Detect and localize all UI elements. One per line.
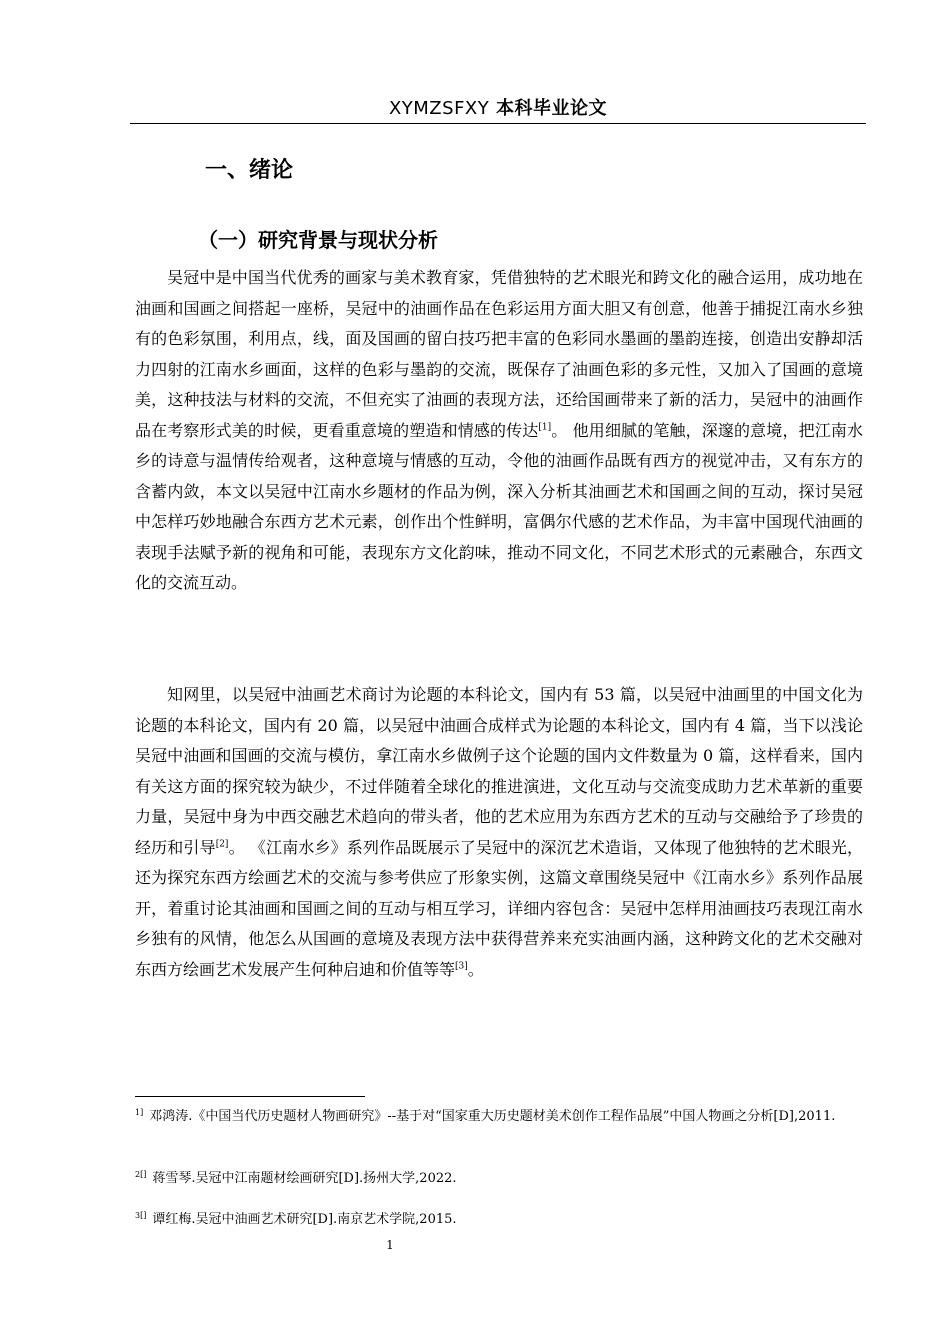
footnote-text: 邓鸿涛.《中国当代历史题材人物画研究》--基于对“国家重大历史题材美术创作工程作品展”中国人物画之分析[D],2011. [149,1109,836,1124]
footnote-mark: 1] [135,1107,144,1117]
footnote-text: 谭红梅.吴冠中油画艺术研究[D].南京艺术学院,2015. [152,1212,457,1227]
footnote-2 [135,1168,863,1189]
citation-ref-2[interactable]: [2] [215,839,229,850]
header-rule [130,123,866,124]
paragraph-text: 。 他用细腻的笔触，深邃的意境，把江南水乡的诗意与温情传给观者，这种意境与情感的互动，令他的油画作品既有西方的视觉冲击，又有东方的含蓄内敛，本文以吴冠中江南水乡题材的作品为例，深入分析其油画艺术和国画之间的互动，探讨吴冠中怎样巧妙地融合东西方艺术元素，创作出个性鲜明，富偶尔代感的艺术作品，为丰富中国现代油画的表现手法赋予新的视角和可能，表现东方文化韵味，推动不同文化，不同艺术形式的元素融合，东西文化的交流互动。 [135,420,863,592]
footnote-mark: 2[] [135,1169,147,1179]
header-title: 本科毕业论文 [489,98,608,119]
paragraph-text: 知网里，以吴冠中油画艺术商讨为论题的本科论文，国内有 53 篇，以吴冠中油画里的中国文化为论题的本科论文，国内有 20 篇，以吴冠中油画合成样式为论题的本科论文，国内有 4 篇，当下以浅论吴冠中油画和国画的交流与模仿，拿江南水乡做例子这个论题的国内文件数量为 0 篇，这样看来，国内有关这方面的探究较为缺少，不过伴随着全球化的推进演进，文化互动与交流变成助力艺术革新的重要力量，吴冠中身为中西交融艺术趋向的带头者，他的艺术应用为东西方艺术的互动与交融给予了珍贵的经历和引导 [135,685,863,857]
page-header [130,95,866,123]
footnote-mark: 3[] [135,1210,147,1220]
paragraph-text: 。 [467,959,484,979]
footnote-separator [135,1096,365,1097]
footnote-3 [135,1209,863,1230]
citation-ref-3[interactable]: [3] [455,961,468,972]
section-heading: 一、绪论 [205,158,294,183]
footnote-text: 蒋雪琴.吴冠中江南题材绘画研究[D].扬州大学,2022. [152,1171,457,1186]
header-prefix: XYMZSFXY [388,98,490,119]
subsection-heading: （一）研究背景与现状分析 [198,228,438,252]
body-paragraph-2 [135,680,863,985]
body-paragraph-1 [135,263,863,599]
footnote-1 [135,1106,863,1127]
page-number: 1 [386,1238,394,1252]
paragraph-text: 。 《江南水乡》系列作品既展示了吴冠中的深沉艺术造诣，又体现了他独特的艺术眼光，还为探究东西方绘画艺术的交流与参考供应了形象实例，这篇文章围绕吴冠中《江南水乡》系列作品展开，着重讨论其油画和国画之间的互动与相互学习，详细内容包含：吴冠中怎样用油画技巧表现江南水乡独有的风情，他怎么从国画的意境及表现方法中获得营养来充实油画内涵，这种跨文化的艺术交融对东西方绘画艺术发展产生何种启迪和价值等等 [135,837,863,979]
citation-ref-1[interactable]: [1] [538,422,552,433]
paragraph-text: 吴冠中是中国当代优秀的画家与美术教育家，凭借独特的艺术眼光和跨文化的融合运用，成功地在油画和国画之间搭起一座桥，吴冠中的油画作品在色彩运用方面大胆又有创意，他善于捕捉江南水乡独有的色彩氛围，利用点，线，面及国画的留白技巧把丰富的色彩同水墨画的墨韵连接，创造出安静却活力四射的江南水乡画面，这样的色彩与墨韵的交流，既保存了油画色彩的多元性，又加入了国画的意境美，这种技法与材料的交流，不但充实了油画的表现方法，还给国画带来了新的活力，吴冠中的油画作品在考察形式美的时候，更看重意境的塑造和情感的传达 [135,268,863,440]
